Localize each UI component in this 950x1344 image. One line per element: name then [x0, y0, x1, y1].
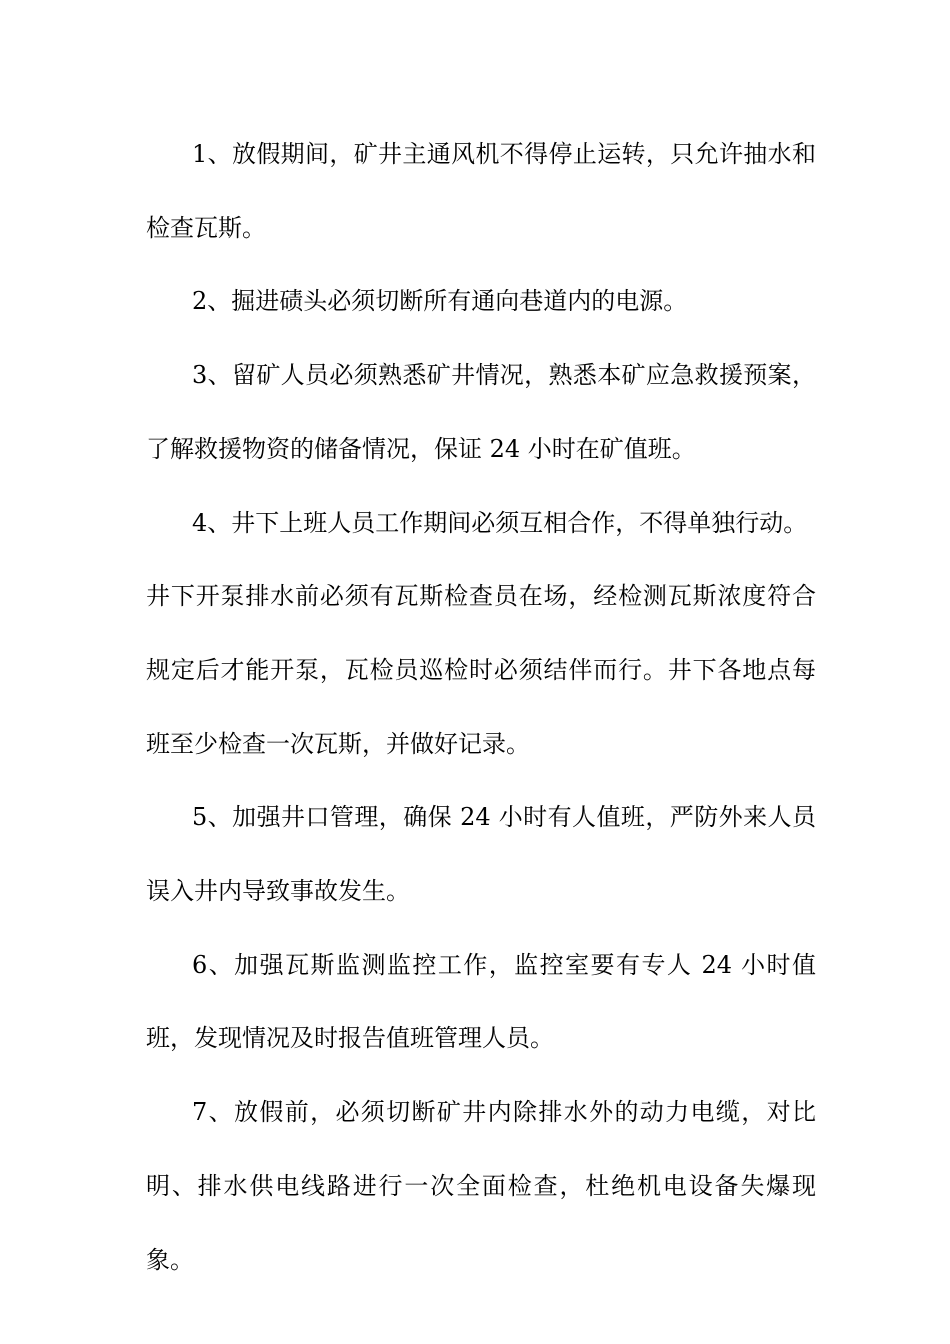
paragraph-4-continued: 井下开泵排水前必须有瓦斯检查员在场，经检测瓦斯浓度符合规定后才能开泵，瓦检员巡检时必须结伴而行。井下各地点每班至少检查一次瓦斯，并做好记录。 — [146, 582, 816, 758]
paragraph-2: 2、掘进碛头必须切断所有通向巷道内的电源。 — [192, 287, 688, 316]
paragraph-1: 1、放假期间，矿井主通风机不得停止运转，只允许抽水和检查瓦斯。 — [146, 140, 816, 242]
document-body — [146, 118, 816, 1297]
paragraph-5: 5、加强井口管理，确保 24 小时有人值班，严防外来人员误入井内导致事故发生。 — [146, 803, 816, 906]
paragraph-6: 6、加强瓦斯监测监控工作，监控室要有专人 24 小时值班，发现情况及时报告值班管理人员。 — [146, 950, 816, 1053]
paragraph-7: 7、放假前，必须切断矿井内除排水外的动力电缆，对比明、排水供电线路进行一次全面检查，杜绝机电设备失爆现象。 — [146, 1098, 816, 1274]
paragraph-3: 3、留矿人员必须熟悉矿井情况，熟悉本矿应急救援预案，了解救援物资的储备情况，保证 24 小时在矿值班。 — [146, 361, 816, 463]
paragraph-4: 4、井下上班人员工作期间必须互相合作，不得单独行动。 — [192, 508, 808, 537]
